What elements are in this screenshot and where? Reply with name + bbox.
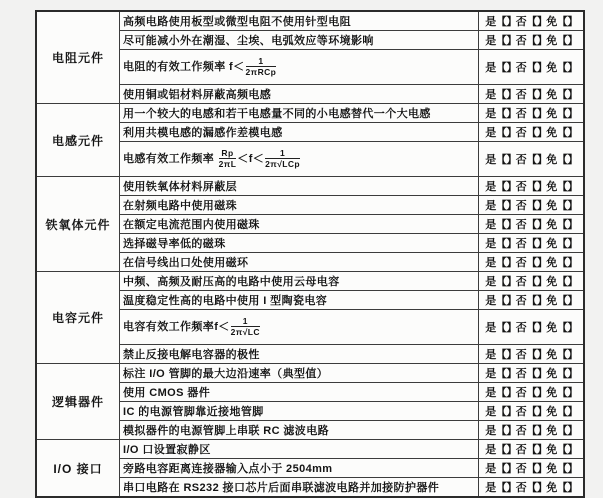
option-checkbox-na[interactable]: 【】 bbox=[556, 406, 578, 418]
item-text: 尽可能减小外在潮湿、尘埃、电弧效应等环境影响 bbox=[123, 35, 374, 47]
option-checkbox-na[interactable]: 【】 bbox=[556, 16, 578, 28]
formula-fraction: $\frac{1}{2\pi√LC}$ bbox=[230, 316, 260, 337]
item-text: 电阻的有效工作频率 f＜ bbox=[123, 60, 245, 73]
options-cell bbox=[479, 364, 585, 383]
option-label-na: 免 bbox=[546, 181, 557, 193]
option-label-na: 免 bbox=[546, 89, 557, 101]
option-checkbox-na[interactable]: 【】 bbox=[556, 276, 578, 288]
option-label-yes: 是 bbox=[485, 425, 496, 437]
options-cell bbox=[479, 50, 585, 85]
item-cell bbox=[120, 402, 479, 421]
option-label-no: 否 bbox=[515, 444, 527, 456]
option-label-na: 免 bbox=[546, 349, 557, 361]
option-label-no: 否 bbox=[515, 238, 527, 250]
options-cell bbox=[479, 31, 585, 50]
option-label-yes: 是 bbox=[485, 406, 496, 418]
options-cell bbox=[479, 123, 585, 142]
option-label-no: 否 bbox=[515, 463, 527, 475]
option-label-na: 免 bbox=[546, 108, 557, 120]
category-cell: 铁氧体元件 bbox=[36, 177, 120, 272]
option-label-no: 否 bbox=[515, 219, 527, 231]
option-checkbox-yes[interactable]: 【】 bbox=[495, 276, 517, 288]
option-checkbox-no[interactable]: 【】 bbox=[526, 368, 548, 380]
option-label-yes: 是 bbox=[485, 257, 496, 269]
option-label-na: 免 bbox=[546, 16, 557, 28]
option-checkbox-yes[interactable]: 【】 bbox=[495, 349, 517, 361]
option-checkbox-yes[interactable]: 【】 bbox=[495, 200, 517, 212]
item-text: 高频电路使用板型或微型电阻不使用针型电阻 bbox=[123, 16, 351, 28]
option-label-na: 免 bbox=[546, 406, 557, 418]
category-cell: 逻辑器件 bbox=[36, 364, 120, 440]
options-cell bbox=[479, 85, 585, 104]
option-label-no: 否 bbox=[515, 108, 527, 120]
category-cell: I/O 接口 bbox=[36, 440, 120, 498]
option-label-yes: 是 bbox=[485, 295, 496, 307]
formula-fraction: $\frac{1}{\text{2πRCp}}$ bbox=[245, 56, 277, 77]
option-label-no: 否 bbox=[515, 62, 527, 74]
checklist-table-body bbox=[36, 11, 584, 497]
option-label-na: 免 bbox=[546, 238, 557, 250]
options-cell bbox=[479, 345, 585, 364]
option-checkbox-na[interactable]: 【】 bbox=[556, 154, 578, 166]
options-cell bbox=[479, 459, 585, 478]
item-text: 禁止反接电解电容器的极性 bbox=[123, 349, 260, 361]
option-checkbox-na[interactable]: 【】 bbox=[556, 35, 578, 47]
option-checkbox-yes[interactable]: 【】 bbox=[495, 16, 517, 28]
options-cell bbox=[479, 310, 585, 345]
option-checkbox-na[interactable]: 【】 bbox=[556, 238, 578, 250]
option-label-yes: 是 bbox=[485, 368, 496, 380]
options-cell bbox=[479, 104, 585, 123]
item-text: 在信号线出口处使用磁环 bbox=[123, 257, 249, 269]
option-label-yes: 是 bbox=[485, 463, 496, 475]
item-cell bbox=[120, 31, 479, 50]
item-cell bbox=[120, 142, 479, 177]
option-label-no: 否 bbox=[515, 35, 527, 47]
options-cell bbox=[479, 402, 585, 421]
item-text: 串口电路在 RS232 接口芯片后面串联滤波电路并加接防护器件 bbox=[123, 482, 440, 494]
option-checkbox-no[interactable]: 【】 bbox=[526, 89, 548, 101]
item-cell bbox=[120, 196, 479, 215]
option-label-na: 免 bbox=[546, 127, 557, 139]
table-row bbox=[36, 177, 584, 196]
item-text: 旁路电容距离连接器输入点小于 2504mm bbox=[123, 463, 333, 475]
option-checkbox-na[interactable]: 【】 bbox=[556, 295, 578, 307]
option-label-no: 否 bbox=[515, 257, 527, 269]
option-checkbox-na[interactable]: 【】 bbox=[556, 322, 578, 334]
options-cell bbox=[479, 234, 585, 253]
option-label-na: 免 bbox=[546, 35, 557, 47]
option-checkbox-no[interactable]: 【】 bbox=[526, 349, 548, 361]
option-checkbox-no[interactable]: 【】 bbox=[526, 295, 548, 307]
option-checkbox-no[interactable]: 【】 bbox=[526, 127, 548, 139]
options-cell bbox=[479, 440, 585, 459]
option-label-yes: 是 bbox=[485, 89, 496, 101]
option-checkbox-no[interactable]: 【】 bbox=[526, 444, 548, 456]
options-cell bbox=[479, 142, 585, 177]
option-checkbox-yes[interactable]: 【】 bbox=[495, 425, 517, 437]
option-checkbox-na[interactable]: 【】 bbox=[556, 425, 578, 437]
option-label-no: 否 bbox=[515, 276, 527, 288]
item-text: 用一个较大的电感和若干电感量不同的小电感替代一个大电感 bbox=[123, 108, 431, 120]
option-checkbox-no[interactable]: 【】 bbox=[526, 257, 548, 269]
item-cell bbox=[120, 383, 479, 402]
option-checkbox-na[interactable]: 【】 bbox=[556, 89, 578, 101]
option-label-yes: 是 bbox=[485, 219, 496, 231]
option-checkbox-na[interactable]: 【】 bbox=[556, 349, 578, 361]
option-checkbox-yes[interactable]: 【】 bbox=[495, 108, 517, 120]
table-row bbox=[36, 440, 584, 459]
option-checkbox-no[interactable]: 【】 bbox=[526, 108, 548, 120]
item-cell bbox=[120, 215, 479, 234]
option-checkbox-no[interactable]: 【】 bbox=[526, 200, 548, 212]
option-checkbox-no[interactable]: 【】 bbox=[526, 154, 548, 166]
option-label-no: 否 bbox=[515, 425, 527, 437]
item-text: 在射频电路中使用磁珠 bbox=[123, 200, 237, 212]
option-label-no: 否 bbox=[515, 322, 527, 334]
option-checkbox-yes[interactable]: 【】 bbox=[495, 154, 517, 166]
option-checkbox-no[interactable]: 【】 bbox=[526, 425, 548, 437]
option-label-no: 否 bbox=[515, 349, 527, 361]
option-checkbox-na[interactable]: 【】 bbox=[556, 387, 578, 399]
item-text: I/O 口设置寂静区 bbox=[123, 444, 211, 456]
option-label-no: 否 bbox=[515, 181, 527, 193]
option-checkbox-na[interactable]: 【】 bbox=[556, 62, 578, 74]
option-checkbox-na[interactable]: 【】 bbox=[556, 482, 578, 494]
option-checkbox-yes[interactable]: 【】 bbox=[495, 238, 517, 250]
option-label-yes: 是 bbox=[485, 349, 496, 361]
category-cell: 电感元件 bbox=[36, 104, 120, 177]
category-cell: 电阻元件 bbox=[36, 11, 120, 104]
option-label-na: 免 bbox=[546, 463, 557, 475]
item-text: 温度稳定性高的电路中使用 I 型陶瓷电容 bbox=[123, 295, 328, 307]
option-label-na: 免 bbox=[546, 295, 557, 307]
option-checkbox-yes[interactable]: 【】 bbox=[495, 368, 517, 380]
option-label-no: 否 bbox=[515, 16, 527, 28]
item-text: 利用共模电感的漏感作差模电感 bbox=[123, 127, 283, 139]
option-checkbox-no[interactable]: 【】 bbox=[526, 219, 548, 231]
option-label-yes: 是 bbox=[485, 16, 496, 28]
option-label-na: 免 bbox=[546, 276, 557, 288]
options-cell bbox=[479, 196, 585, 215]
option-checkbox-no[interactable]: 【】 bbox=[526, 276, 548, 288]
options-cell bbox=[479, 253, 585, 272]
item-text: 模拟器件的电源管脚上串联 RC 滤波电路 bbox=[123, 425, 329, 437]
table-row bbox=[36, 272, 584, 291]
item-cell bbox=[120, 459, 479, 478]
option-checkbox-yes[interactable]: 【】 bbox=[495, 35, 517, 47]
option-checkbox-na[interactable]: 【】 bbox=[556, 257, 578, 269]
option-label-yes: 是 bbox=[485, 200, 496, 212]
item-text: 中频、高频及耐压高的电路中使用云母电容 bbox=[123, 276, 340, 288]
option-label-na: 免 bbox=[546, 482, 557, 494]
item-cell bbox=[120, 104, 479, 123]
item-cell bbox=[120, 234, 479, 253]
option-label-yes: 是 bbox=[485, 276, 496, 288]
option-checkbox-no[interactable]: 【】 bbox=[526, 238, 548, 250]
option-label-yes: 是 bbox=[485, 444, 496, 456]
category-cell: 电容元件 bbox=[36, 272, 120, 364]
item-text: 在额定电流范围内使用磁珠 bbox=[123, 219, 260, 231]
options-cell bbox=[479, 421, 585, 440]
option-checkbox-na[interactable]: 【】 bbox=[556, 181, 578, 193]
item-cell bbox=[120, 50, 479, 85]
option-label-yes: 是 bbox=[485, 127, 496, 139]
option-checkbox-na[interactable]: 【】 bbox=[556, 200, 578, 212]
options-cell bbox=[479, 291, 585, 310]
item-cell bbox=[120, 11, 479, 31]
option-label-na: 免 bbox=[546, 322, 557, 334]
options-cell bbox=[479, 215, 585, 234]
option-checkbox-yes[interactable]: 【】 bbox=[495, 127, 517, 139]
option-checkbox-no[interactable]: 【】 bbox=[526, 406, 548, 418]
item-text: IC 的电源管脚靠近接地管脚 bbox=[123, 406, 264, 418]
formula-fraction: $\frac{1}{\text{2π√LCp}}$ bbox=[265, 148, 300, 169]
option-label-na: 免 bbox=[546, 257, 557, 269]
option-label-yes: 是 bbox=[485, 238, 496, 250]
options-cell bbox=[479, 272, 585, 291]
option-label-no: 否 bbox=[515, 482, 527, 494]
option-checkbox-no[interactable]: 【】 bbox=[526, 322, 548, 334]
item-cell bbox=[120, 310, 479, 345]
option-label-na: 免 bbox=[546, 200, 557, 212]
item-cell bbox=[120, 272, 479, 291]
item-text: 使用铁氧体材料屏蔽层 bbox=[123, 181, 237, 193]
option-label-no: 否 bbox=[515, 368, 527, 380]
option-label-na: 免 bbox=[546, 154, 557, 166]
option-label-no: 否 bbox=[515, 387, 527, 399]
option-label-na: 免 bbox=[546, 387, 557, 399]
option-checkbox-yes[interactable]: 【】 bbox=[495, 463, 517, 475]
item-cell bbox=[120, 421, 479, 440]
option-label-na: 免 bbox=[546, 368, 557, 380]
option-label-yes: 是 bbox=[485, 35, 496, 47]
option-checkbox-yes[interactable]: 【】 bbox=[495, 406, 517, 418]
option-label-no: 否 bbox=[515, 127, 527, 139]
option-checkbox-na[interactable]: 【】 bbox=[556, 368, 578, 380]
item-text: 标注 I/O 管脚的最大边沿速率（典型值） bbox=[123, 368, 329, 380]
table-row bbox=[36, 11, 584, 31]
option-label-na: 免 bbox=[546, 444, 557, 456]
option-label-yes: 是 bbox=[485, 181, 496, 193]
item-cell bbox=[120, 177, 479, 196]
option-checkbox-yes[interactable]: 【】 bbox=[495, 62, 517, 74]
option-checkbox-yes[interactable]: 【】 bbox=[495, 387, 517, 399]
option-label-yes: 是 bbox=[485, 154, 496, 166]
item-text: 电感有效工作频率 bbox=[123, 152, 218, 165]
option-checkbox-na[interactable]: 【】 bbox=[556, 219, 578, 231]
option-label-yes: 是 bbox=[485, 322, 496, 334]
option-label-yes: 是 bbox=[485, 62, 496, 74]
option-label-no: 否 bbox=[515, 295, 527, 307]
item-cell bbox=[120, 440, 479, 459]
item-cell bbox=[120, 345, 479, 364]
item-cell bbox=[120, 123, 479, 142]
item-text: 使用 CMOS 器件 bbox=[123, 387, 211, 399]
option-checkbox-no[interactable]: 【】 bbox=[526, 35, 548, 47]
option-label-na: 免 bbox=[546, 425, 557, 437]
option-checkbox-no[interactable]: 【】 bbox=[526, 387, 548, 399]
item-cell bbox=[120, 85, 479, 104]
option-checkbox-na[interactable]: 【】 bbox=[556, 444, 578, 456]
option-label-no: 否 bbox=[515, 200, 527, 212]
item-cell bbox=[120, 253, 479, 272]
option-label-na: 免 bbox=[546, 62, 557, 74]
option-label-yes: 是 bbox=[485, 482, 496, 494]
option-checkbox-no[interactable]: 【】 bbox=[526, 482, 548, 494]
option-checkbox-na[interactable]: 【】 bbox=[556, 108, 578, 120]
table-row bbox=[36, 364, 584, 383]
item-cell bbox=[120, 291, 479, 310]
item-cell bbox=[120, 364, 479, 383]
item-text: 使用铜或铝材料屏蔽高频电感 bbox=[123, 89, 272, 101]
options-cell bbox=[479, 478, 585, 498]
option-checkbox-yes[interactable]: 【】 bbox=[495, 444, 517, 456]
option-checkbox-no[interactable]: 【】 bbox=[526, 463, 548, 475]
item-text: ＜f＜ bbox=[237, 152, 265, 165]
option-checkbox-yes[interactable]: 【】 bbox=[495, 482, 517, 494]
item-text: 选择磁导率低的磁珠 bbox=[123, 238, 226, 250]
option-checkbox-yes[interactable]: 【】 bbox=[495, 89, 517, 101]
option-label-no: 否 bbox=[515, 154, 527, 166]
option-checkbox-na[interactable]: 【】 bbox=[556, 127, 578, 139]
options-cell bbox=[479, 383, 585, 402]
option-checkbox-yes[interactable]: 【】 bbox=[495, 257, 517, 269]
option-checkbox-no[interactable]: 【】 bbox=[526, 62, 548, 74]
formula-fraction: $\frac{Rp}{2\pi L}$ bbox=[218, 148, 237, 169]
option-label-no: 否 bbox=[515, 89, 527, 101]
option-checkbox-yes[interactable]: 【】 bbox=[495, 295, 517, 307]
options-cell bbox=[479, 11, 585, 31]
option-checkbox-yes[interactable]: 【】 bbox=[495, 181, 517, 193]
options-cell bbox=[479, 177, 585, 196]
item-cell bbox=[120, 478, 479, 498]
option-checkbox-yes[interactable]: 【】 bbox=[495, 219, 517, 231]
option-checkbox-na[interactable]: 【】 bbox=[556, 463, 578, 475]
option-checkbox-no[interactable]: 【】 bbox=[526, 16, 548, 28]
option-label-yes: 是 bbox=[485, 108, 496, 120]
table-row bbox=[36, 104, 584, 123]
emc-design-checklist-table bbox=[35, 10, 585, 498]
option-checkbox-no[interactable]: 【】 bbox=[526, 181, 548, 193]
option-checkbox-yes[interactable]: 【】 bbox=[495, 322, 517, 334]
option-label-yes: 是 bbox=[485, 387, 496, 399]
item-text: 电容有效工作频率f＜ bbox=[123, 320, 230, 333]
option-label-no: 否 bbox=[515, 406, 527, 418]
option-label-na: 免 bbox=[546, 219, 557, 231]
